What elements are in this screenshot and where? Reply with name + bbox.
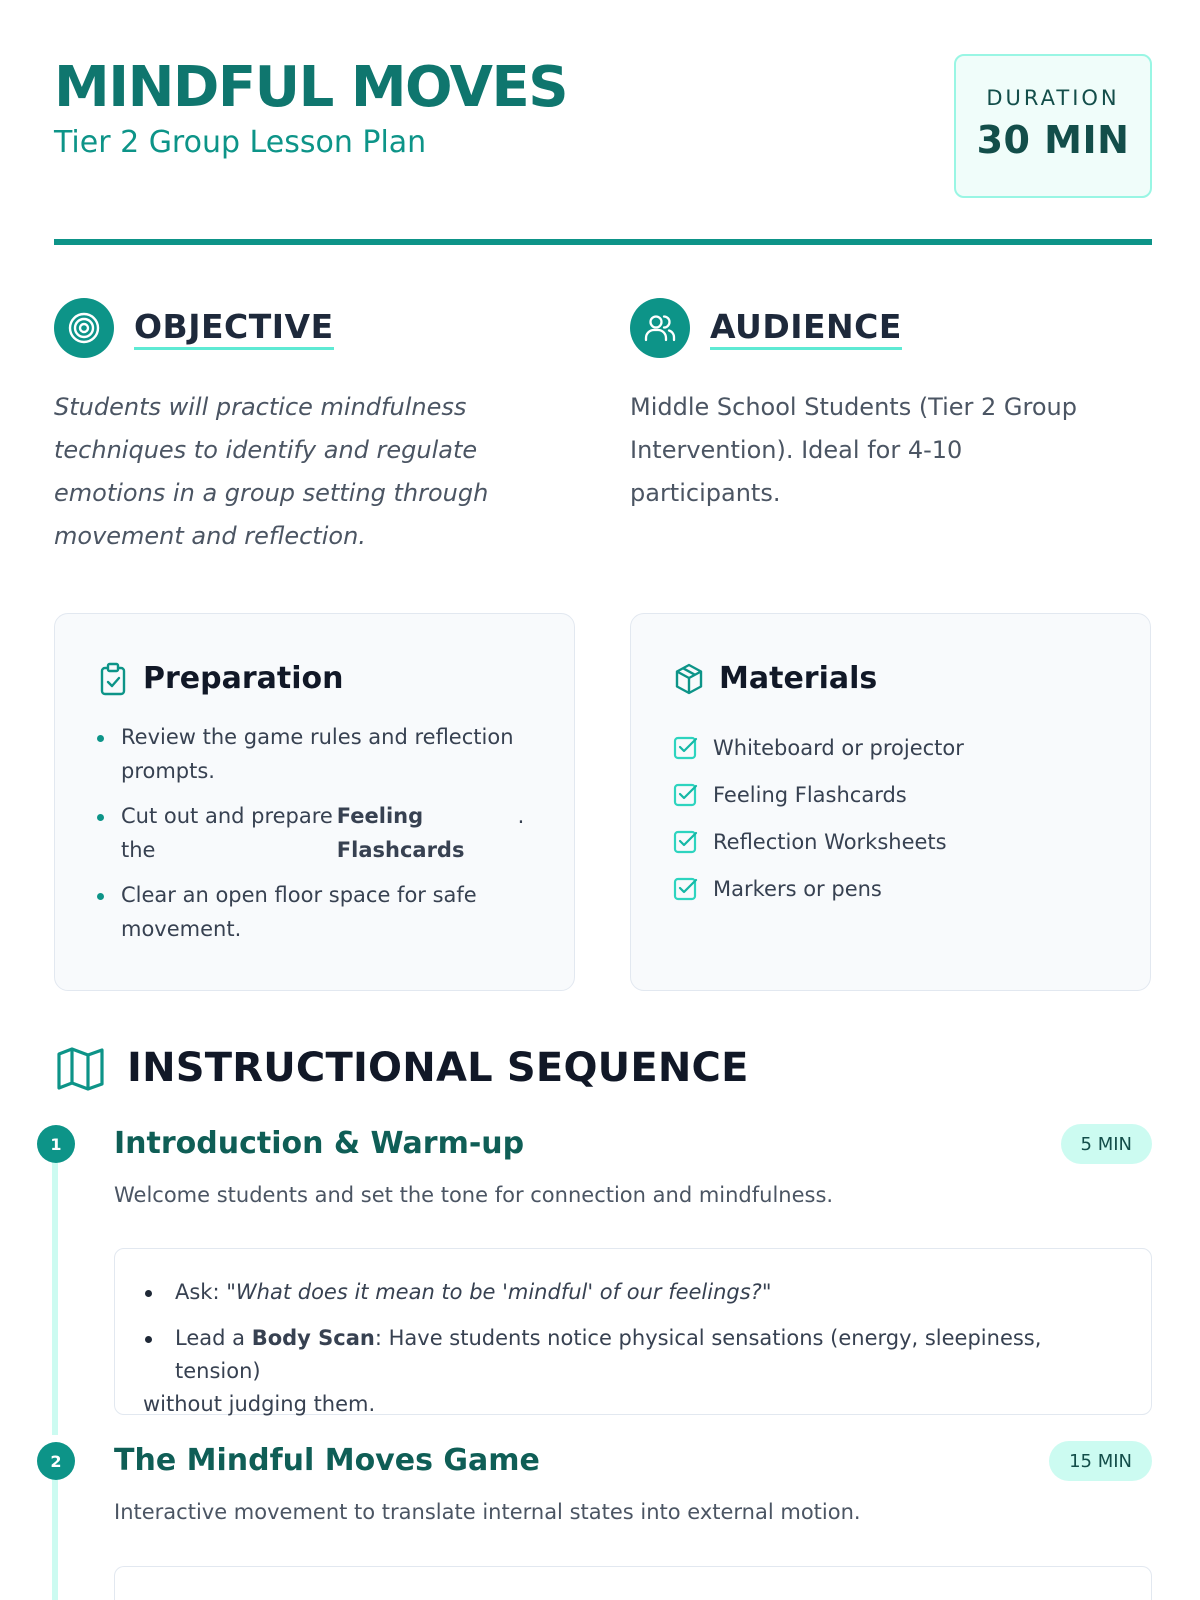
- bullet-dot: [97, 735, 104, 742]
- duration-label: DURATION: [986, 86, 1120, 110]
- bullet-dot: [145, 1336, 152, 1343]
- list-item: [673, 865, 1113, 912]
- objective-heading: OBJECTIVE: [134, 310, 334, 350]
- step-title: Introduction & Warm-up: [114, 1126, 525, 1161]
- step-details-box: [114, 1566, 1152, 1600]
- lesson-plan-page: [50, 0, 1152, 1600]
- step-details-list: [115, 1249, 1151, 1421]
- list-item: [97, 720, 537, 788]
- preparation-title: Preparation: [143, 661, 344, 696]
- sequence-header: [54, 1044, 1152, 1094]
- list-item: [673, 724, 1113, 771]
- sequence-title: INSTRUCTIONAL SEQUENCE: [127, 1045, 749, 1091]
- header-divider: [54, 239, 1152, 245]
- list-item-punct: .: [517, 804, 525, 828]
- bullet-dot: [145, 1290, 152, 1297]
- materials-list: [673, 724, 1113, 912]
- users-icon: [630, 298, 690, 358]
- clipboard-check-icon: [98, 662, 128, 696]
- timeline-line: [52, 1145, 58, 1435]
- list-item-text: Clear an open floor space for safe movement.: [121, 883, 477, 941]
- list-item-text: : Have students notice physical sensations (energy, sleepiness, tension): [175, 1326, 1042, 1383]
- preparation-list: [97, 720, 537, 957]
- check-square-icon: [673, 735, 699, 761]
- step-duration-badge: 15 MIN: [1049, 1441, 1152, 1481]
- list-item-lead: Ask:: [175, 1280, 220, 1304]
- list-item-text: Markers or pens: [713, 876, 882, 901]
- list-item: [143, 1276, 1123, 1309]
- materials-title: Materials: [719, 661, 878, 696]
- list-item-text: Feeling Flashcards: [713, 782, 907, 807]
- step-description: Welcome students and set the tone for connection and mindfulness.: [114, 1183, 834, 1207]
- list-item-quote: "What does it mean to be 'mindful' of our feelings?": [226, 1280, 772, 1304]
- package-icon: [674, 662, 704, 696]
- objective-text: Students will practice mindfulness techniques to identify and regulate emotions in a group setting through movement and reflection.: [54, 393, 489, 550]
- list-item: [143, 1322, 1123, 1421]
- list-item-bold-text: Body Scan: [251, 1326, 375, 1350]
- list-item-text: Review the game rules and reflection prompts.: [121, 725, 514, 783]
- step-number: 1: [37, 1125, 75, 1163]
- check-square-icon: [673, 782, 699, 808]
- list-item-lead: Lead a: [175, 1326, 245, 1350]
- step-description: Interactive movement to translate internal states into external motion.: [114, 1500, 861, 1524]
- check-square-icon: [673, 876, 699, 902]
- page-subtitle: Tier 2 Group Lesson Plan: [54, 125, 427, 160]
- list-item: [673, 771, 1113, 818]
- list-item-text-continued: without judging them.: [143, 1392, 376, 1416]
- list-item: [673, 818, 1113, 865]
- map-icon: [56, 1046, 106, 1092]
- list-item: [97, 799, 537, 867]
- timeline-line: [52, 1462, 58, 1600]
- duration-value: 30 MIN: [976, 118, 1130, 162]
- target-icon: [54, 298, 114, 358]
- header: [54, 54, 1152, 204]
- step-details-box: [114, 1248, 1152, 1415]
- list-item-text: Cut out and prepare the: [121, 804, 333, 862]
- duration-box: [954, 54, 1152, 198]
- bullet-dot: [97, 893, 104, 900]
- bullet-dot: [97, 814, 104, 821]
- list-item-text: Whiteboard or projector: [713, 735, 964, 760]
- check-square-icon: [673, 829, 699, 855]
- step-number: 2: [37, 1442, 75, 1480]
- list-item-text: Reflection Worksheets: [713, 829, 947, 854]
- step-duration-badge: 5 MIN: [1061, 1124, 1152, 1164]
- step-title: The Mindful Moves Game: [114, 1443, 540, 1478]
- audience-heading: AUDIENCE: [710, 310, 902, 350]
- list-item: [97, 878, 537, 946]
- materials-card: [630, 613, 1151, 991]
- preparation-card: [54, 613, 575, 991]
- list-item-bold-text: Feeling Flashcards: [336, 804, 465, 862]
- audience-text: Middle School Students (Tier 2 Group Intervention). Ideal for 4-10 participants.: [630, 393, 1077, 507]
- page-title: MINDFUL MOVES: [54, 55, 568, 120]
